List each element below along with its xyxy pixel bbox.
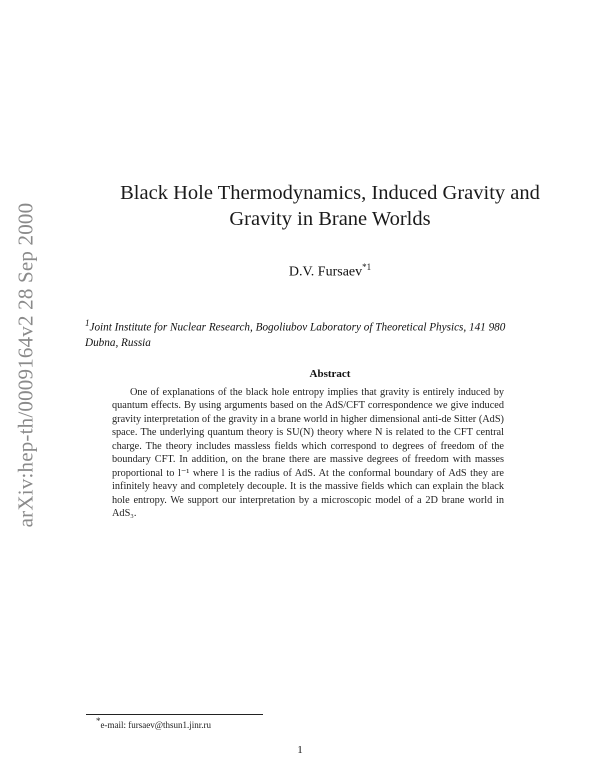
- footnote-divider: [86, 714, 263, 715]
- footnote: [96, 716, 211, 730]
- affiliation: [85, 316, 525, 351]
- author: [80, 262, 580, 281]
- title-line-2: Gravity in Brane Worlds: [229, 208, 431, 230]
- page-number: 1: [297, 744, 303, 756]
- arxiv-identifier: arXiv:hep-th/0009164v2 28 Sep 2000: [13, 202, 38, 528]
- paper-title: [80, 180, 580, 232]
- title-line-1: Black Hole Thermodynamics, Induced Gravity and: [120, 182, 540, 204]
- footnote-email: e-mail: fursaev@thsun1.jinr.ru: [100, 720, 212, 730]
- abstract-body: One of explanations of the black hole entropy implies that gravity is entirely induced by quantum effects. By using arguments based on the AdS/CFT correspondence we give induced gravity interpretation of the gravity in a brane world in higher dimensional anti-de Sitter (AdS) space. The underlying quantum theory is SU(N) theory where N is related to the CFT central charge. The theory includes massless fields which correspond to degrees of freedom of the boundary CFT. In addition, on the brane there are massive degrees of freedom with masses proportional to l⁻¹ where l is the radius of AdS. At the conformal boundary of AdS they are infinitely heavy and completely decouple. It is the massive fields which can explain the black hole entropy. We support our interpretation by a microscopic model of a 2D brane world in AdS₃.: [112, 387, 504, 520]
- affiliation-mark: 1: [85, 318, 90, 328]
- footnote-mark: *: [96, 716, 101, 726]
- author-name: D.V. Fursaev: [288, 264, 363, 280]
- arxiv-stamp: [4, 202, 48, 528]
- affiliation-text: Joint Institute for Nuclear Research, Bogoliubov Laboratory of Theoretical Physics, 141 980 Dubna, Russia: [85, 321, 506, 349]
- abstract-heading: Abstract: [309, 368, 351, 380]
- author-marks: *1: [362, 262, 372, 272]
